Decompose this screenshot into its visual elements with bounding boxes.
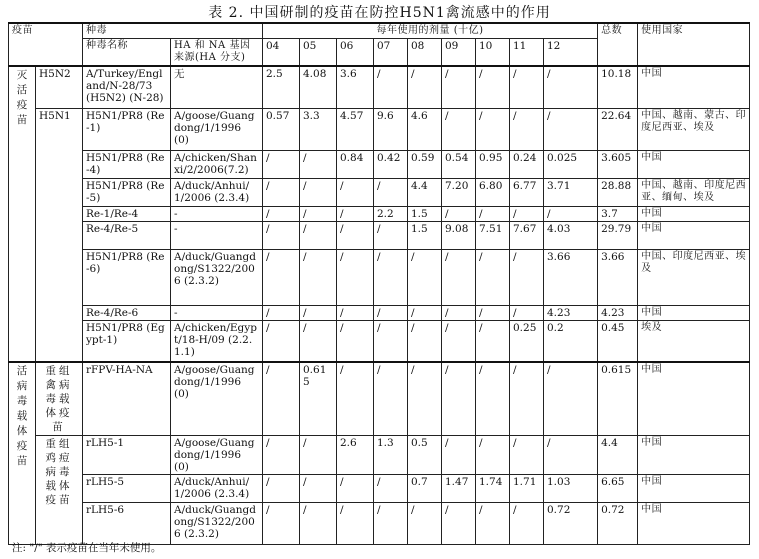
header-strain-name: 种毒名称 bbox=[83, 39, 171, 67]
dose-cell: / bbox=[263, 320, 300, 362]
dose-cell: / bbox=[300, 503, 337, 545]
source-cell: A/chicken/Shanxi/2/2006(7.2) bbox=[171, 150, 263, 178]
strain-name-cell: rLH5-6 bbox=[83, 503, 171, 545]
dose-cell: 0.24 bbox=[510, 150, 544, 178]
dose-cell: / bbox=[544, 66, 598, 108]
dose-cell: 2.2 bbox=[374, 206, 408, 221]
dose-cell: / bbox=[510, 362, 544, 436]
dose-cell: 7.20 bbox=[442, 178, 476, 206]
subtype-h5n1: H5N1 bbox=[36, 108, 83, 362]
dose-cell: / bbox=[442, 305, 476, 320]
strain-name-cell: Re-1/Re-4 bbox=[83, 206, 171, 221]
source-cell: - bbox=[171, 206, 263, 221]
dose-cell: / bbox=[476, 503, 510, 545]
dose-cell: 4.6 bbox=[408, 108, 442, 150]
dose-cell: 7.67 bbox=[510, 221, 544, 249]
source-cell: A/chicken/Egypt/18-H/09 (2.2.1.1) bbox=[171, 320, 263, 362]
dose-cell: 0.57 bbox=[263, 108, 300, 150]
strain-name-cell: Re-4/Re-6 bbox=[83, 305, 171, 320]
table-row bbox=[9, 150, 750, 178]
countries-cell: 埃及 bbox=[638, 320, 750, 362]
dose-cell: / bbox=[442, 206, 476, 221]
countries-cell: 中国 bbox=[638, 66, 750, 108]
dose-cell: 1.3 bbox=[374, 436, 408, 475]
countries-cell: 中国 bbox=[638, 475, 750, 503]
header-year: 04 bbox=[263, 39, 300, 67]
dose-cell: / bbox=[263, 305, 300, 320]
source-cell: - bbox=[171, 221, 263, 249]
source-cell: A/duck/Guangdong/S1322/2006 (2.3.2) bbox=[171, 503, 263, 545]
strain-name-cell: A/Turkey/England/N-28/73 (H5N2) (N-28) bbox=[83, 66, 171, 108]
dose-cell: / bbox=[300, 221, 337, 249]
dose-cell: 0.25 bbox=[510, 320, 544, 362]
strain-name-cell: rLH5-1 bbox=[83, 436, 171, 475]
dose-cell: / bbox=[442, 436, 476, 475]
header-year: 05 bbox=[300, 39, 337, 67]
strain-name-cell: H5N1/PR8 (Egypt-1) bbox=[83, 320, 171, 362]
dose-cell: / bbox=[337, 362, 374, 436]
dose-cell: / bbox=[510, 108, 544, 150]
dose-cell: / bbox=[300, 475, 337, 503]
countries-cell: 中国 bbox=[638, 362, 750, 436]
dose-cell: 4.23 bbox=[544, 305, 598, 320]
header-year: 08 bbox=[408, 39, 442, 67]
header-year: 11 bbox=[510, 39, 544, 67]
header-year: 12 bbox=[544, 39, 598, 67]
dose-cell: 0.615 bbox=[300, 362, 337, 436]
subgroup-fowlpox: 重组鸡痘病毒载体疫苗 bbox=[36, 436, 83, 545]
total-cell: 10.18 bbox=[598, 66, 638, 108]
dose-cell: / bbox=[300, 436, 337, 475]
dose-cell: / bbox=[476, 206, 510, 221]
dose-cell: / bbox=[337, 206, 374, 221]
dose-cell: / bbox=[337, 503, 374, 545]
subtype-h5n2: H5N2 bbox=[36, 66, 83, 108]
dose-cell: / bbox=[408, 305, 442, 320]
dose-cell: / bbox=[442, 503, 476, 545]
countries-cell: 中国 bbox=[638, 436, 750, 475]
strain-name-cell: rFPV-HA-NA bbox=[83, 362, 171, 436]
dose-cell: / bbox=[408, 362, 442, 436]
total-cell: 28.88 bbox=[598, 178, 638, 206]
header-strain: 种毒 bbox=[83, 23, 263, 39]
dose-cell: / bbox=[476, 66, 510, 108]
table-row bbox=[9, 108, 750, 150]
dose-cell: / bbox=[544, 362, 598, 436]
dose-cell: / bbox=[300, 150, 337, 178]
dose-cell: / bbox=[374, 178, 408, 206]
table-row bbox=[9, 503, 750, 545]
dose-cell: / bbox=[476, 362, 510, 436]
source-cell: A/goose/Guangdong/1/1996 (0) bbox=[171, 436, 263, 475]
countries-cell: 中国 bbox=[638, 221, 750, 249]
header-year: 07 bbox=[374, 39, 408, 67]
table-row bbox=[9, 66, 750, 108]
dose-cell: / bbox=[337, 178, 374, 206]
countries-cell: 中国、印度尼西亚、埃及 bbox=[638, 249, 750, 305]
source-cell: A/duck/Guangdong/S1322/2006 (2.3.2) bbox=[171, 249, 263, 305]
dose-cell: / bbox=[263, 436, 300, 475]
header-year: 10 bbox=[476, 39, 510, 67]
dose-cell: / bbox=[442, 108, 476, 150]
strain-name-cell: rLH5-5 bbox=[83, 475, 171, 503]
total-cell: 0.45 bbox=[598, 320, 638, 362]
dose-cell: 0.5 bbox=[408, 436, 442, 475]
table-row bbox=[9, 362, 750, 436]
dose-cell: / bbox=[337, 249, 374, 305]
source-cell: A/goose/Guangdong/1/1996 (0) bbox=[171, 362, 263, 436]
dose-cell: / bbox=[263, 206, 300, 221]
dose-cell: / bbox=[374, 362, 408, 436]
subgroup-ndv: 重组禽病毒载体疫苗 bbox=[36, 362, 83, 436]
dose-cell: 0.84 bbox=[337, 150, 374, 178]
dose-cell: / bbox=[263, 178, 300, 206]
table-caption: 表 2. 中国研制的疫苗在防控H5N1禽流感中的作用 bbox=[208, 5, 551, 21]
countries-cell: 中国、越南、印度尼西亚、缅甸、埃及 bbox=[638, 178, 750, 206]
group-live-vector: 活病毒载体疫苗 bbox=[9, 362, 36, 545]
header-annual-doses: 每年使用的剂量 (十亿) bbox=[263, 23, 598, 39]
dose-cell: / bbox=[300, 249, 337, 305]
dose-cell: / bbox=[337, 320, 374, 362]
header-ha-na-source: HA 和 NA 基因来源(HA 分支) bbox=[171, 39, 263, 67]
dose-cell: / bbox=[374, 305, 408, 320]
strain-name-cell: H5N1/PR8 (Re-5) bbox=[83, 178, 171, 206]
dose-cell: / bbox=[300, 206, 337, 221]
dose-cell: 9.08 bbox=[442, 221, 476, 249]
dose-cell: / bbox=[510, 503, 544, 545]
total-cell: 3.605 bbox=[598, 150, 638, 178]
total-cell: 29.79 bbox=[598, 221, 638, 249]
dose-cell: 0.72 bbox=[544, 503, 598, 545]
dose-cell: 0.7 bbox=[408, 475, 442, 503]
strain-name-cell: Re-4/Re-5 bbox=[83, 221, 171, 249]
table-row bbox=[9, 206, 750, 221]
dose-cell: 1.03 bbox=[544, 475, 598, 503]
dose-cell: / bbox=[408, 320, 442, 362]
dose-cell: 2.6 bbox=[337, 436, 374, 475]
dose-cell: 0.95 bbox=[476, 150, 510, 178]
dose-cell: / bbox=[374, 221, 408, 249]
dose-cell: / bbox=[374, 475, 408, 503]
dose-cell: / bbox=[476, 320, 510, 362]
dose-cell: / bbox=[476, 108, 510, 150]
total-cell: 4.23 bbox=[598, 305, 638, 320]
dose-cell: / bbox=[544, 436, 598, 475]
dose-cell: / bbox=[408, 249, 442, 305]
dose-cell: 0.2 bbox=[544, 320, 598, 362]
header-year: 09 bbox=[442, 39, 476, 67]
total-cell: 6.65 bbox=[598, 475, 638, 503]
header-countries: 使用国家 bbox=[638, 23, 750, 66]
dose-cell: / bbox=[544, 206, 598, 221]
countries-cell: 中国 bbox=[638, 206, 750, 221]
dose-cell: 0.42 bbox=[374, 150, 408, 178]
dose-cell: 1.5 bbox=[408, 206, 442, 221]
dose-cell: / bbox=[510, 305, 544, 320]
dose-cell: / bbox=[263, 475, 300, 503]
total-cell: 3.7 bbox=[598, 206, 638, 221]
dose-cell: 4.03 bbox=[544, 221, 598, 249]
source-cell: - bbox=[171, 305, 263, 320]
dose-cell: 3.66 bbox=[544, 249, 598, 305]
dose-cell: 4.08 bbox=[300, 66, 337, 108]
dose-cell: 3.71 bbox=[544, 178, 598, 206]
dose-cell: 2.5 bbox=[263, 66, 300, 108]
table-row bbox=[9, 249, 750, 305]
dose-cell: / bbox=[300, 305, 337, 320]
table-row bbox=[9, 475, 750, 503]
dose-cell: / bbox=[374, 249, 408, 305]
dose-cell: / bbox=[476, 249, 510, 305]
dose-cell: / bbox=[337, 475, 374, 503]
header-vaccine: 疫苗 bbox=[9, 23, 83, 66]
dose-cell: / bbox=[510, 436, 544, 475]
total-cell: 3.66 bbox=[598, 249, 638, 305]
header-year: 06 bbox=[337, 39, 374, 67]
dose-cell: 0.59 bbox=[408, 150, 442, 178]
source-cell: 无 bbox=[171, 66, 263, 108]
dose-cell: 4.57 bbox=[337, 108, 374, 150]
source-cell: A/goose/Guangdong/1/1996 (0) bbox=[171, 108, 263, 150]
header-total: 总数 bbox=[598, 23, 638, 66]
total-cell: 0.615 bbox=[598, 362, 638, 436]
countries-cell: 中国、越南、蒙古、印度尼西亚、埃及 bbox=[638, 108, 750, 150]
dose-cell: / bbox=[337, 221, 374, 249]
dose-cell: / bbox=[476, 436, 510, 475]
group-inactivated: 灭活疫苗 bbox=[9, 66, 36, 362]
dose-cell: 6.77 bbox=[510, 178, 544, 206]
dose-cell: / bbox=[300, 178, 337, 206]
total-cell: 4.4 bbox=[598, 436, 638, 475]
dose-cell: / bbox=[442, 362, 476, 436]
dose-cell: / bbox=[300, 320, 337, 362]
dose-cell: 4.4 bbox=[408, 178, 442, 206]
dose-cell: / bbox=[374, 503, 408, 545]
dose-cell: 1.5 bbox=[408, 221, 442, 249]
dose-cell: / bbox=[510, 66, 544, 108]
dose-cell: 1.47 bbox=[442, 475, 476, 503]
dose-cell: / bbox=[374, 320, 408, 362]
strain-name-cell: H5N1/PR8 (Re-6) bbox=[83, 249, 171, 305]
dose-cell: / bbox=[408, 503, 442, 545]
table-row bbox=[9, 221, 750, 249]
total-cell: 0.72 bbox=[598, 503, 638, 545]
dose-cell: 1.71 bbox=[510, 475, 544, 503]
table-row bbox=[9, 305, 750, 320]
dose-cell: / bbox=[374, 66, 408, 108]
dose-cell: / bbox=[337, 305, 374, 320]
dose-cell: / bbox=[442, 249, 476, 305]
table-footnote: 注: "/" 表示疫苗在当年未使用。 bbox=[12, 542, 162, 554]
dose-cell: 0.54 bbox=[442, 150, 476, 178]
dose-cell: / bbox=[263, 503, 300, 545]
dose-cell: 1.74 bbox=[476, 475, 510, 503]
countries-cell: 中国 bbox=[638, 305, 750, 320]
table-row bbox=[9, 436, 750, 475]
dose-cell: / bbox=[510, 206, 544, 221]
total-cell: 22.64 bbox=[598, 108, 638, 150]
dose-cell: / bbox=[442, 320, 476, 362]
dose-cell: / bbox=[442, 66, 476, 108]
dose-cell: / bbox=[263, 249, 300, 305]
dose-cell: / bbox=[476, 305, 510, 320]
countries-cell: 中国 bbox=[638, 503, 750, 545]
dose-cell: 3.6 bbox=[337, 66, 374, 108]
vaccine-table bbox=[8, 22, 750, 545]
dose-cell: 6.80 bbox=[476, 178, 510, 206]
dose-cell: / bbox=[263, 362, 300, 436]
dose-cell: 3.3 bbox=[300, 108, 337, 150]
dose-cell: 9.6 bbox=[374, 108, 408, 150]
table-row bbox=[9, 178, 750, 206]
dose-cell: / bbox=[408, 66, 442, 108]
table-row bbox=[9, 320, 750, 362]
dose-cell: / bbox=[263, 221, 300, 249]
dose-cell: / bbox=[510, 249, 544, 305]
dose-cell: 0.025 bbox=[544, 150, 598, 178]
strain-name-cell: H5N1/PR8 (Re-1) bbox=[83, 108, 171, 150]
source-cell: A/duck/Anhui/1/2006 (2.3.4) bbox=[171, 178, 263, 206]
strain-name-cell: H5N1/PR8 (Re-4) bbox=[83, 150, 171, 178]
dose-cell: / bbox=[544, 108, 598, 150]
countries-cell: 中国 bbox=[638, 150, 750, 178]
source-cell: A/duck/Anhui/1/2006 (2.3.4) bbox=[171, 475, 263, 503]
dose-cell: 7.51 bbox=[476, 221, 510, 249]
dose-cell: / bbox=[263, 150, 300, 178]
